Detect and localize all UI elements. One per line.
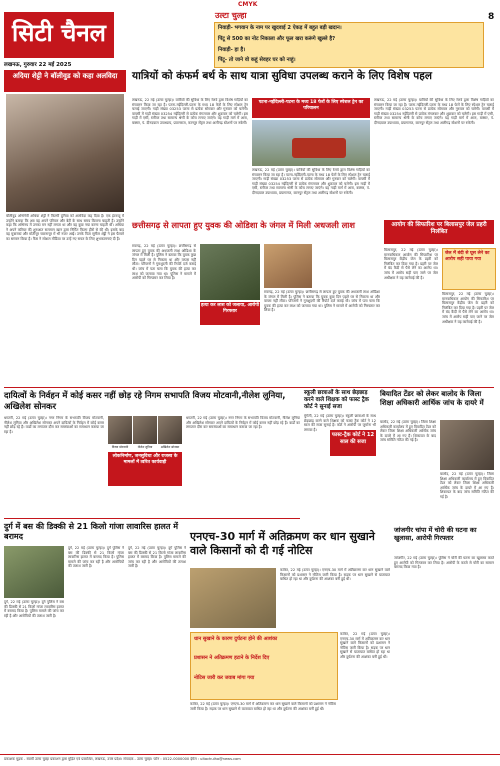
person-photo-3 xyxy=(158,416,182,444)
tender-photo xyxy=(440,420,494,470)
person-name-2: नीलेश लुनिया xyxy=(137,445,153,449)
masthead-block xyxy=(4,12,114,58)
nh-bullet-2: प्रशासन ने अतिक्रमण हटाने के निर्देश दिए xyxy=(194,655,270,661)
durg-body-right: दुर्ग, 22 मई (उल्टा चुल्हा)। दुर्ग पुलिस ने बस की डिक्की से 21 किलो गांजा लावारिस हालत में बरामद किया है। पुलिस मामले की जांच कर रही है और आरोपियों की तलाश जारी है। xyxy=(128,546,186,569)
person-name-3: अखिलेश सोनकर xyxy=(160,445,180,449)
person-name-1: विजय मोटवानी xyxy=(111,445,129,449)
commission-headline: आयोग की सिफारिश पर बिलासपुर जेल प्रहरी निलंबित xyxy=(391,222,487,235)
odisha-photo-2 xyxy=(264,244,312,288)
durg-body-mid: दुर्ग, 22 मई (उल्टा चुल्हा)। दुर्ग पुलिस ने बस की डिक्की से 21 किलो गांजा लावारिस हालत में बरामद किया है। पुलिस मामले की जांच कर रही है और आरोपियों की तलाश जारी है। xyxy=(68,546,124,569)
right-bottom-headline: जांजगीर चांपा में चोरी की घटना का खुलासा, आरोपी गिरफ्तार xyxy=(394,526,477,542)
commission-body-right: बिलासपुर, 22 मई (उल्टा चुल्हा)। मानवाधिकार आयोग की सिफारिश पर बिलासपुर केंद्रीय जेल के प्रहरी को निलंबित कर दिया गया है। प्रहरी पर जेल में बंद कैदी से पैसे लेने का आरोप था। जांच में आरोप सही पाए जाने पर जेल अधीक्षक ने यह कार्रवाई की है। xyxy=(442,292,494,324)
commission-box xyxy=(442,248,496,290)
tender-headline: बियादित टेंडर को लेकर बालोद के जिला शिक्षा अधिकारी आर्थिक जांच के दायरे में xyxy=(380,390,484,407)
nh-body-top: कांकेर, 22 मई (उल्टा चुल्हा)। एनएच-30 मार्ग में अतिक्रमण कर धान सुखाने वाले किसानों को प्रशासन ने नोटिस जारी किया है। सड़क पर धान सुखाने से यातायात बाधित हो रहा था और दुर्घटना की आशंका बनी हुई थी। xyxy=(280,568,390,582)
footer-text: प्रकाशक मुद्रक - स्वामी उल्टा चुल्हा प्रकाशन द्वारा मुद्रित एवं प्रकाशित, लखनऊ, उत्तर प्रदेश। संपादक - उल्टा चुल्हा। फोन : 0522-0000000 ईमेल : ultachulha@news.com xyxy=(4,757,241,761)
odisha-photo-1 xyxy=(200,244,260,300)
left-col-headline: अदिया शेट्टी ने बॉलीवुड को कहा अलविदा xyxy=(12,72,118,80)
commission-body-left: बिलासपुर, 22 मई (उल्टा चुल्हा)। मानवाधिकार आयोग की सिफारिश पर बिलासपुर केंद्रीय जेल के प्रहरी को निलंबित कर दिया गया है। प्रहरी पर जेल में बंद कैदी से पैसे लेने का आरोप था। जांच में आरोप सही पाए जाने पर जेल अधीक्षक ने यह कार्रवाई की है। xyxy=(384,248,438,280)
nh-bullet-3: नोटिस जारी कर जवाब मांगा गया xyxy=(194,675,255,681)
headline-item-2: पिंटू से 500 का नोट निकाला और फूल खरा करूंगे खुल्ले है? xyxy=(218,36,336,42)
train-photo xyxy=(252,120,370,166)
masthead-title: सिटी चैनल xyxy=(12,19,106,47)
masthead-brand: उल्टा चुल्हा xyxy=(215,11,247,20)
right-bottom-body: जांजगीर, 22 मई (उल्टा चुल्हा)। पुलिस ने चोरी की घटना का खुलासा करते हुए आरोपी को गिरफ्तार कर लिया है। आरोपी के कब्जे से चोरी का सामान बरामद किया गया है। xyxy=(394,556,494,570)
lead-headline: यात्रियों को कंफर्म बर्थ के साथ यात्रा सुविधा उपलब्ध कराने के लिए विशेष पहल xyxy=(132,70,432,82)
headline-item-1: निवाड़ी- भगवान के नाम पर खुदवाई 2 ऐकड़ में बहुत बड़ी खदान। xyxy=(218,25,342,31)
odisha-caption: हत्या कर लाश को जलाया, आरोपी गिरफ्तार xyxy=(200,302,260,325)
divider-1 xyxy=(4,387,494,388)
duties-headline: दायित्वों के निर्वहन में कोई कसर नहीं छोड़ रहे निगम सभापति विजय मोटवानी,नीलेश लुनिया, अखिलेश सोनकर xyxy=(4,390,286,411)
nh-body-bottom: कांकेर, 22 मई (उल्टा चुल्हा)। एनएच-30 मार्ग में अतिक्रमण कर धान सुखाने वाले किसानों को प्रशासन ने नोटिस जारी किया है। सड़क पर धान सुखाने से यातायात बाधित हो रहा था और दुर्घटना की आशंका बनी हुई थी। xyxy=(190,702,336,711)
tender-body-right: बालोद, 22 मई (उल्टा चुल्हा)। जिला शिक्षा अधिकारी कार्यालय में हुए विवादित टेंडर को लेकर जिला शिक्षा अधिकारी आर्थिक जांच के दायरे में आ गए हैं। शिकायत के बाद जांच समिति गठित की गई है। xyxy=(440,472,494,499)
headline-item-3: निवाड़ी- हा है। xyxy=(218,47,246,53)
fasttrack-headline: स्कूली छात्राओं के साथ छेड़छाड़ करने वाले शिक्षक को फास्ट ट्रैक कोर्ट ने सुनाई सजा xyxy=(304,390,369,410)
durg-photo xyxy=(4,546,64,598)
nh-headline: एनएच-30 मार्ग में अतिक्रमण कर धान सुखाने वाले किसानों को दी गई नोटिस xyxy=(190,530,375,557)
person-photo-2 xyxy=(133,416,157,444)
person-photo-1 xyxy=(108,416,132,444)
duties-body-left: धमतरी, 22 मई (उल्टा चुल्हा)। नगर निगम के सभापति विजय मोटवानी, नीलेश लुनिया और अखिलेश सोनकर अपने दायित्वों के निर्वहन में कोई कसर नहीं छोड़ रहे हैं। वार्डों का लगातार दौरा कर समस्याओं का समाधान कराया जा रहा है। xyxy=(4,416,104,434)
nh-bullet-1: धान सुखाने के कारण दुर्घटना होने की आशंका xyxy=(194,636,278,642)
lead-center xyxy=(252,98,370,216)
nh-photo xyxy=(190,568,276,628)
odisha-body-right: रायगढ़, 22 मई (उल्टा चुल्हा)। छत्तीसगढ़ से लापता हुए युवक की अधजली लाश ओडिशा के जंगल में मिली है। पुलिस ने बताया कि युवक कुछ दिन पहले घर से निकला था और वापस नहीं लौटा। परिजनों ने गुमशुदगी की रिपोर्ट दर्ज कराई थी। जांच में पता चला कि युवक की हत्या कर लाश को जलाया गया था। पुलिस ने मामले में आरोपी को गिरफ्तार कर लिया है। xyxy=(264,290,380,313)
duties-caption: लोकनिर्माण, जनसुविधा और राजस्व के मामलों में त्वरित कार्यवाही xyxy=(108,452,182,486)
footer xyxy=(0,754,500,766)
fasttrack-body: मुंगेली, 22 मई (उल्टा चुल्हा)। स्कूली छात्राओं के साथ छेड़छाड़ करने वाले शिक्षक को फास्ट ट्रैक कोर्ट ने 12 साल की सजा सुनाई है। कोर्ट ने आरोपी पर जुर्माना भी लगाया है। xyxy=(304,414,376,432)
nh-bullets-box xyxy=(190,632,338,700)
duties-body-right: धमतरी, 22 मई (उल्टा चुल्हा)। नगर निगम के सभापति विजय मोटवानी, नीलेश लुनिया और अखिलेश सोनकर अपने दायित्वों के निर्वहन में कोई कसर नहीं छोड़ रहे हैं। वार्डों का लगातार दौरा कर समस्याओं का समाधान कराया जा रहा है। xyxy=(186,416,300,430)
page-number: 8 xyxy=(488,12,495,22)
headlines-box xyxy=(214,22,484,68)
commission-box-text: जेल में बंदी से घूस लेने का आरोप सही पाया गया xyxy=(445,251,490,262)
odisha-headline: छत्तीसगढ़ से लापता हुए युवक की ओडिशा के जंगल में मिली अधजली लाश xyxy=(132,220,355,230)
tender-body-left: बालोद, 22 मई (उल्टा चुल्हा)। जिला शिक्षा अधिकारी कार्यालय में हुए विवादित टेंडर को लेकर जिला शिक्षा अधिकारी आर्थिक जांच के दायरे में आ गए हैं। शिकायत के बाद जांच समिति गठित की गई है। xyxy=(380,420,436,443)
lead-inset-box xyxy=(252,98,370,118)
left-col-header xyxy=(4,70,126,92)
cmyk-label: CMYK xyxy=(238,1,258,8)
lead-inset-text: पटना-नईदिल्ली-पटना के मध्य 18 फेरों के लिए स्पेशल ट्रेन का परिचालन xyxy=(258,100,364,111)
headline-item-4: पिंटू- तो जाने वो कहूं सेवहर घर को नाहुं। xyxy=(218,57,296,63)
actress-photo xyxy=(6,94,124,212)
masthead-date: लखनऊ, गुरुवार 22 मई 2025 xyxy=(4,62,72,68)
lead-body-center: लखनऊ, 22 मई (उल्टा चुल्हा)। यात्रियों की सुविधा के लिए रेलवे द्वारा विशेष गाड़ियों का संचालन किया जा रहा है। पटना-नईदिल्ली-पटना के मध्य 18 फेरों के लिए स्पेशल ट्रेन चलाई जाएगी। गाड़ी संख्या 03253 पटना से प्रत्येक सोमवार और गुरुवार को चलेगी। वापसी में गाड़ी संख्या 03254 नईदिल्ली से प्रत्येक मंगलवार और शुक्रवार को चलेगी। इस गाड़ी में एसी, स्लीपर तथा सामान्य श्रेणी के कोच लगाए जाएंगे। यह गाड़ी मार्ग में आरा, बक्सर, पं. दीनदयाल उपाध्याय, प्रयागराज, कानपुर सेंट्रल तथा अलीगढ़ स्टेशनों पर रुकेगी। xyxy=(252,168,370,195)
durg-body-left: दुर्ग, 22 मई (उल्टा चुल्हा)। दुर्ग पुलिस ने बस की डिक्की से 21 किलो गांजा लावारिस हालत में बरामद किया है। पुलिस मामले की जांच कर रही है और आरोपियों की तलाश जारी है। xyxy=(4,600,64,618)
train-shape xyxy=(292,138,346,158)
lead-body-left: लखनऊ, 22 मई (उल्टा चुल्हा)। यात्रियों की सुविधा के लिए रेलवे द्वारा विशेष गाड़ियों का संचालन किया जा रहा है। पटना-नईदिल्ली-पटना के मध्य 18 फेरों के लिए स्पेशल ट्रेन चलाई जाएगी। गाड़ी संख्या 03253 पटना से प्रत्येक सोमवार और गुरुवार को चलेगी। वापसी में गाड़ी संख्या 03254 नईदिल्ली से प्रत्येक मंगलवार और शुक्रवार को चलेगी। इस गाड़ी में एसी, स्लीपर तथा सामान्य श्रेणी के कोच लगाए जाएंगे। यह गाड़ी मार्ग में आरा, बक्सर, पं. दीनदयाल उपाध्याय, प्रयागराज, कानपुर सेंट्रल तथा अलीगढ़ स्टेशनों पर रुकेगी। xyxy=(132,98,248,125)
lead-body-right: लखनऊ, 22 मई (उल्टा चुल्हा)। यात्रियों की सुविधा के लिए रेलवे द्वारा विशेष गाड़ियों का संचालन किया जा रहा है। पटना-नईदिल्ली-पटना के मध्य 18 फेरों के लिए स्पेशल ट्रेन चलाई जाएगी। गाड़ी संख्या 03253 पटना से प्रत्येक सोमवार और गुरुवार को चलेगी। वापसी में गाड़ी संख्या 03254 नईदिल्ली से प्रत्येक मंगलवार और शुक्रवार को चलेगी। इस गाड़ी में एसी, स्लीपर तथा सामान्य श्रेणी के कोच लगाए जाएंगे। यह गाड़ी मार्ग में आरा, बक्सर, पं. दीनदयाल उपाध्याय, प्रयागराज, कानपुर सेंट्रल तथा अलीगढ़ स्टेशनों पर रुकेगी। xyxy=(374,98,494,125)
commission-header xyxy=(384,220,494,244)
odisha-body-left: रायगढ़, 22 मई (उल्टा चुल्हा)। छत्तीसगढ़ से लापता हुए युवक की अधजली लाश ओडिशा के जंगल में मिली है। पुलिस ने बताया कि युवक कुछ दिन पहले घर से निकला था और वापस नहीं लौटा। परिजनों ने गुमशुदगी की रिपोर्ट दर्ज कराई थी। जांच में पता चला कि युवक की हत्या कर लाश को जलाया गया था। पुलिस ने मामले में आरोपी को गिरफ्तार कर लिया है। xyxy=(132,244,196,281)
durg-headline: दुर्ग में बस की डिक्की से 21 किलो गांजा लावारिस हालत में बरामद xyxy=(4,522,178,541)
nh-body-right: कांकेर, 22 मई (उल्टा चुल्हा)। एनएच-30 मार्ग में अतिक्रमण कर धान सुखाने वाले किसानों को प्रशासन ने नोटिस जारी किया है। सड़क पर धान सुखाने से यातायात बाधित हो रहा था और दुर्घटना की आशंका बनी हुई थी। xyxy=(340,632,390,659)
divider-2 xyxy=(4,518,300,519)
fasttrack-box: फास्ट-ट्रैक कोर्ट ने 12 साल की सजा xyxy=(330,430,376,456)
left-col-body: बॉलीवुड अभिनेत्री अथिया शेट्टी ने फिल्मी दुनिया को अलविदा कह दिया है। एक इंटरव्यू में उन्होंने बताया कि अब वह अपने परिवार और बेटी के साथ समय बिताना चाहती हैं। उन्होंने कहा कि अभिनय में उनका मन नहीं लगता था और वह कुछ नया करना चाहती थीं। अथिया ने अपने करियर की शुरुआत सलमान खान द्वारा निर्मित फिल्म हीरो से की थी। इसके बाद वह मुबारकां और मोतीचूर चकनाचूर में भी नजर आईं। उनके पिता सुनील शेट्टी ने इस फैसले का सम्मान किया है। फैंस ने सोशल मीडिया पर उन्हें नए सफर के लिए शुभकामनाएं दी हैं। xyxy=(6,214,124,241)
